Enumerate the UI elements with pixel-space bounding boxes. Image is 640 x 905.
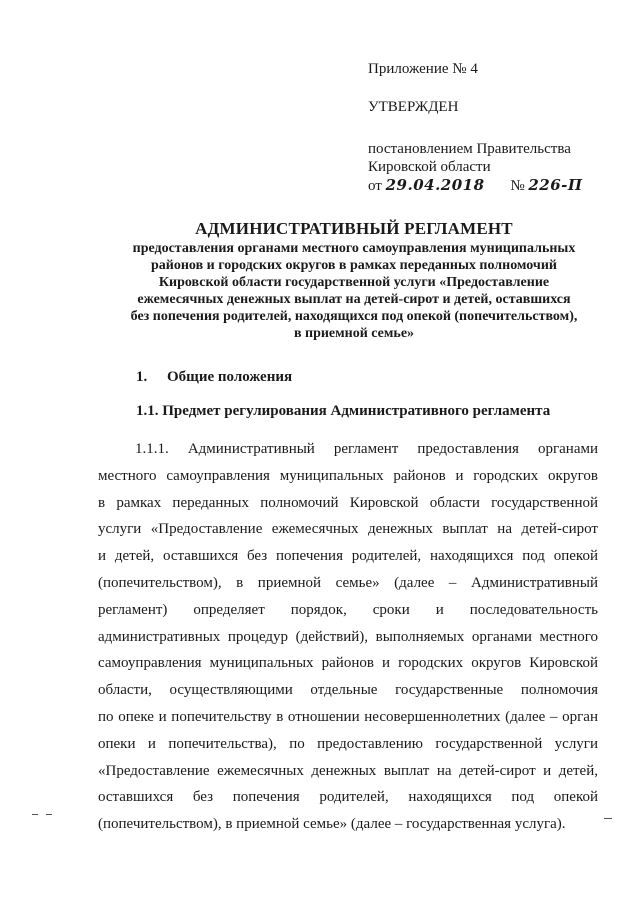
paragraph-1-1-1 [98,436,598,838]
number-label: № [510,178,525,194]
section-heading [136,368,292,386]
paragraph-line: (попечительством), в приемной семье» (далее – государственная услуга). [98,816,566,833]
subtitle-line: предоставления органами местного самоуправления муниципальных [132,241,576,256]
paragraph-line: регламент) определяет порядок, сроки и последовательность [98,601,598,618]
subtitle-line: ежемесячных денежных выплат на детей-сирот и детей, оставшихся [137,292,571,307]
handwritten-date: 29.04.2018 [385,176,485,194]
approved-label: УТВЕРЖДЕН [368,99,459,115]
approved-by-line-2: Кировской области [368,159,491,175]
handwritten-number: 226-П [528,176,583,194]
paragraph-line: оставшихся без попечения родителей, находящихся под опекой [98,789,598,806]
scan-mark-left [32,814,38,815]
scan-mark-right [604,818,612,819]
paragraph-line: 1.1.1. Административный регламент предоставления органами [135,441,598,457]
approval-block [368,60,618,195]
subtitle-line: Кировской области государственной услуги «Предоставление [158,275,550,290]
appendix-label: Приложение № 4 [368,61,478,77]
subtitle-line: без попечения родителей, находящихся под опекой (попечительством), [130,309,578,324]
paragraph-line: административных процедур (действий), выполняемых органами местного [98,628,598,645]
paragraph-line: и детей, оставшихся без попечения родителей, находящихся под опекой [98,548,598,565]
approved-by-line-1: постановлением Правительства [368,141,571,157]
section-number: 1. [136,369,148,385]
date-number-line [368,176,618,195]
subtitle-line: районов и городских округов в рамках переданных полномочий [151,258,557,273]
paragraph-line: самоуправления муниципальных районов и городских округов Кировской [98,655,598,672]
subsection-heading: 1.1. Предмет регулирования Административного регламента [136,403,551,419]
paragraph-line: услуги «Предоставление ежемесячных денежных выплат на детей-сирот [98,521,598,538]
paragraph-line: в рамках переданных полномочий Кировской области государственной [98,494,598,511]
subtitle-line: в приемной семье» [293,326,415,341]
paragraph-line: опеки и попечительства), по предоставлению государственной услуги [98,735,598,752]
paragraph-line: «Предоставление ежемесячных денежных выплат на детей-сирот и детей, [98,762,598,779]
document-title: АДМИНИСТРАТИВНЫЙ РЕГЛАМЕНТ [195,219,513,238]
from-label: от [368,178,382,194]
paragraph-line: по опеке и попечительству в отношении несовершеннолетних (далее – орган [98,708,598,725]
paragraph-line: области, осуществляющими отдельные государственные полномочия [98,682,598,699]
section-title: Общие положения [167,369,293,385]
document-subtitle [90,240,618,342]
paragraph-line: (попечительством), в приемной семье» (далее – Административный [98,574,598,591]
document-title-block [90,219,618,342]
paragraph-line: местного самоуправления муниципальных районов и городских округов [98,467,598,484]
scan-mark-left [46,814,52,815]
